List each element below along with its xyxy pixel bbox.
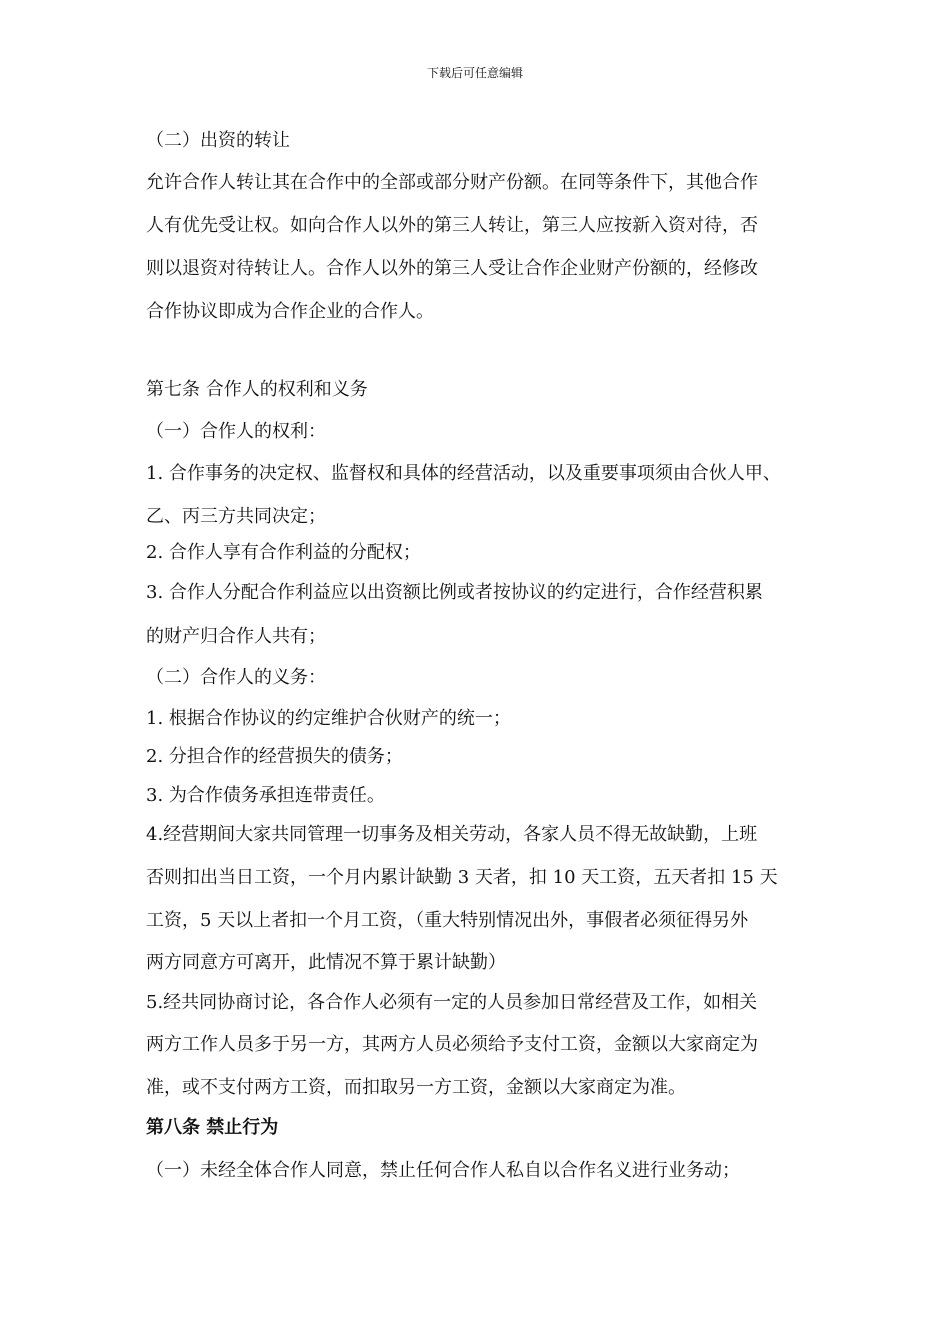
subsection-item: （一）未经全体合作人同意，禁止任何合作人私自以合作名义进行业务动； [146, 1160, 740, 1181]
list-item-continuation: 工资，5 天以上者扣一个月工资，（重大特别情况出外，事假者必须征得另外 [146, 910, 749, 931]
list-item: 3. 合作人分配合作利益应以出资额比例或者按协议的约定进行，合作经营积累 [146, 582, 763, 603]
page-header: 下载后可任意编辑 [426, 66, 523, 80]
article-heading: 第七条 合作人的权利和义务 [146, 379, 368, 400]
list-item: 4.经营期间大家共同管理一切事务及相关劳动，各家人员不得无故缺勤，上班 [146, 824, 758, 845]
section-heading: （二）出资的转让 [146, 130, 290, 151]
list-item-continuation: 两方同意方可离开，此情况不算于累计缺勤） [146, 952, 506, 973]
list-item: 5.经共同协商讨论，各合作人必须有一定的人员参加日常经营及工作，如相关 [146, 992, 758, 1013]
list-item-continuation: 两方工作人员多于另一方，其两方人员必须给予支付工资，金额以大家商定为 [146, 1034, 758, 1055]
list-item-continuation: 乙、丙三方共同决定； [146, 506, 326, 527]
list-item-continuation: 准，或不支付两方工资，而扣取另一方工资，金额以大家商定为准。 [146, 1077, 686, 1098]
list-item-continuation: 否则扣出当日工资，一个月内累计缺勤 3 天者，扣 10 天工资，五天者扣 15 天 [146, 867, 778, 888]
list-item: 2. 合作人享有合作利益的分配权； [146, 542, 421, 563]
paragraph-line: 允许合作人转让其在合作中的全部或部分财产份额。在同等条件下，其他合作 [146, 172, 758, 193]
subsection-heading: （二）合作人的义务： [146, 667, 326, 688]
article-heading-bold: 第八条 禁止行为 [146, 1117, 279, 1138]
list-item: 3. 为合作债务承担连带责任。 [146, 785, 385, 806]
paragraph-line: 合作协议即成为合作企业的合作人。 [146, 301, 434, 322]
subsection-heading: （一）合作人的权利： [146, 421, 326, 442]
list-item: 2. 分担合作的经营损失的债务； [146, 746, 403, 767]
paragraph-line: 则以退资对待转让人。合作人以外的第三人受让合作企业财产份额的，经修改 [146, 258, 758, 279]
list-item: 1. 合作事务的决定权、监督权和具体的经营活动，以及重要事项须由合伙人甲、 [146, 463, 781, 484]
list-item: 1. 根据合作协议的约定维护合伙财产的统一； [146, 708, 511, 729]
list-item-continuation: 的财产归合作人共有； [146, 626, 326, 647]
paragraph-line: 人有优先受让权。如向合作人以外的第三人转让，第三人应按新入资对待，否 [146, 215, 758, 236]
